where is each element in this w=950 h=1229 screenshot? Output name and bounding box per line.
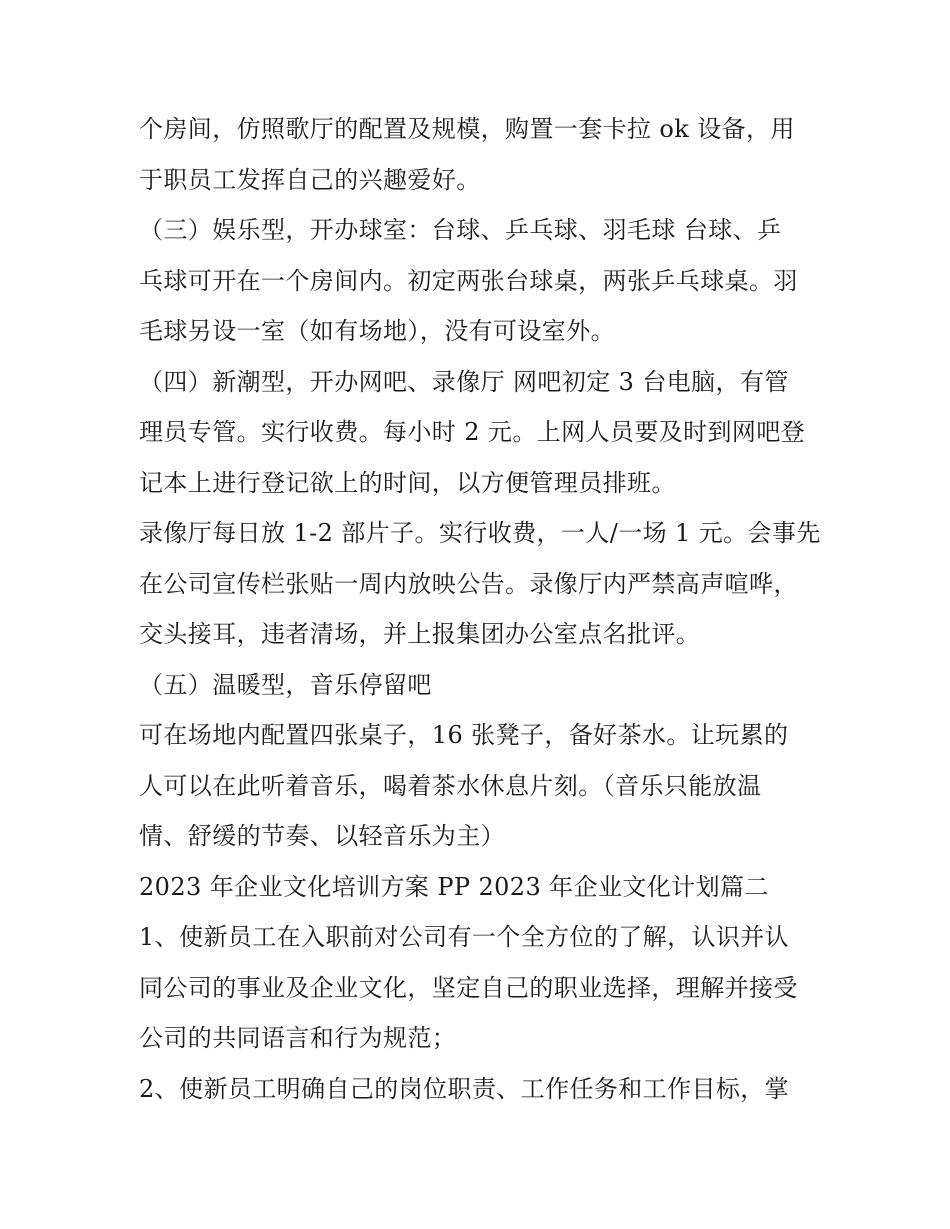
text-line: 公司的共同语言和行为规范； bbox=[139, 1024, 457, 1052]
text-line: 情、舒缓的节奏、以轻音乐为主） bbox=[139, 822, 505, 850]
text-line: 2、使新员工明确自己的岗位职责、工作任务和工作目标，掌 bbox=[139, 1075, 790, 1103]
text-line: （三）娱乐型，开办球室：台球、乒乓球、羽毛球 台球、乒 bbox=[139, 216, 782, 244]
text-line: 可在场地内配置四张桌子，16 张凳子，备好茶水。让玩累的 bbox=[139, 721, 789, 749]
text-line: 乓球可开在一个房间内。初定两张台球桌，两张乒乓球桌。羽 bbox=[139, 267, 798, 295]
text-line: 交头接耳，违者清场，并上报集团办公室点名批评。 bbox=[139, 620, 701, 648]
text-line: 同公司的事业及企业文化，坚定自己的职业选择，理解并接受 bbox=[139, 974, 798, 1002]
text-line: 个房间，仿照歌厅的配置及规模，购置一套卡拉 ok 设备，用 bbox=[139, 115, 795, 143]
text-line: 人可以在此听着音乐，喝着茶水休息片刻。（音乐只能放温 bbox=[139, 772, 762, 800]
text-line: （五）温暖型，音乐停留吧 bbox=[139, 671, 432, 699]
text-line: 理员专管。实行收费。每小时 2 元。上网人员要及时到网吧登 bbox=[139, 418, 806, 446]
text-line: 毛球另设一室（如有场地），没有可设室外。 bbox=[139, 317, 615, 345]
text-line: （四）新潮型，开办网吧、录像厅 网吧初定 3 台电脑，有管 bbox=[139, 368, 789, 396]
text-line: 1、使新员工在入职前对公司有一个全方位的了解，认识并认 bbox=[139, 923, 790, 951]
text-line: 记本上进行登记欲上的时间，以方便管理员排班。 bbox=[139, 469, 676, 497]
text-line: 录像厅每日放 1-2 部片子。实行收费，一人/一场 1 元。会事先 bbox=[139, 519, 821, 547]
text-line: 于职员工发挥自己的兴趣爱好。 bbox=[139, 166, 481, 194]
text-line: 2023 年企业文化培训方案 PP 2023 年企业文化计划篇二 bbox=[139, 873, 769, 901]
text-line: 在公司宣传栏张贴一周内放映公告。录像厅内严禁高声喧哗， bbox=[139, 570, 798, 598]
